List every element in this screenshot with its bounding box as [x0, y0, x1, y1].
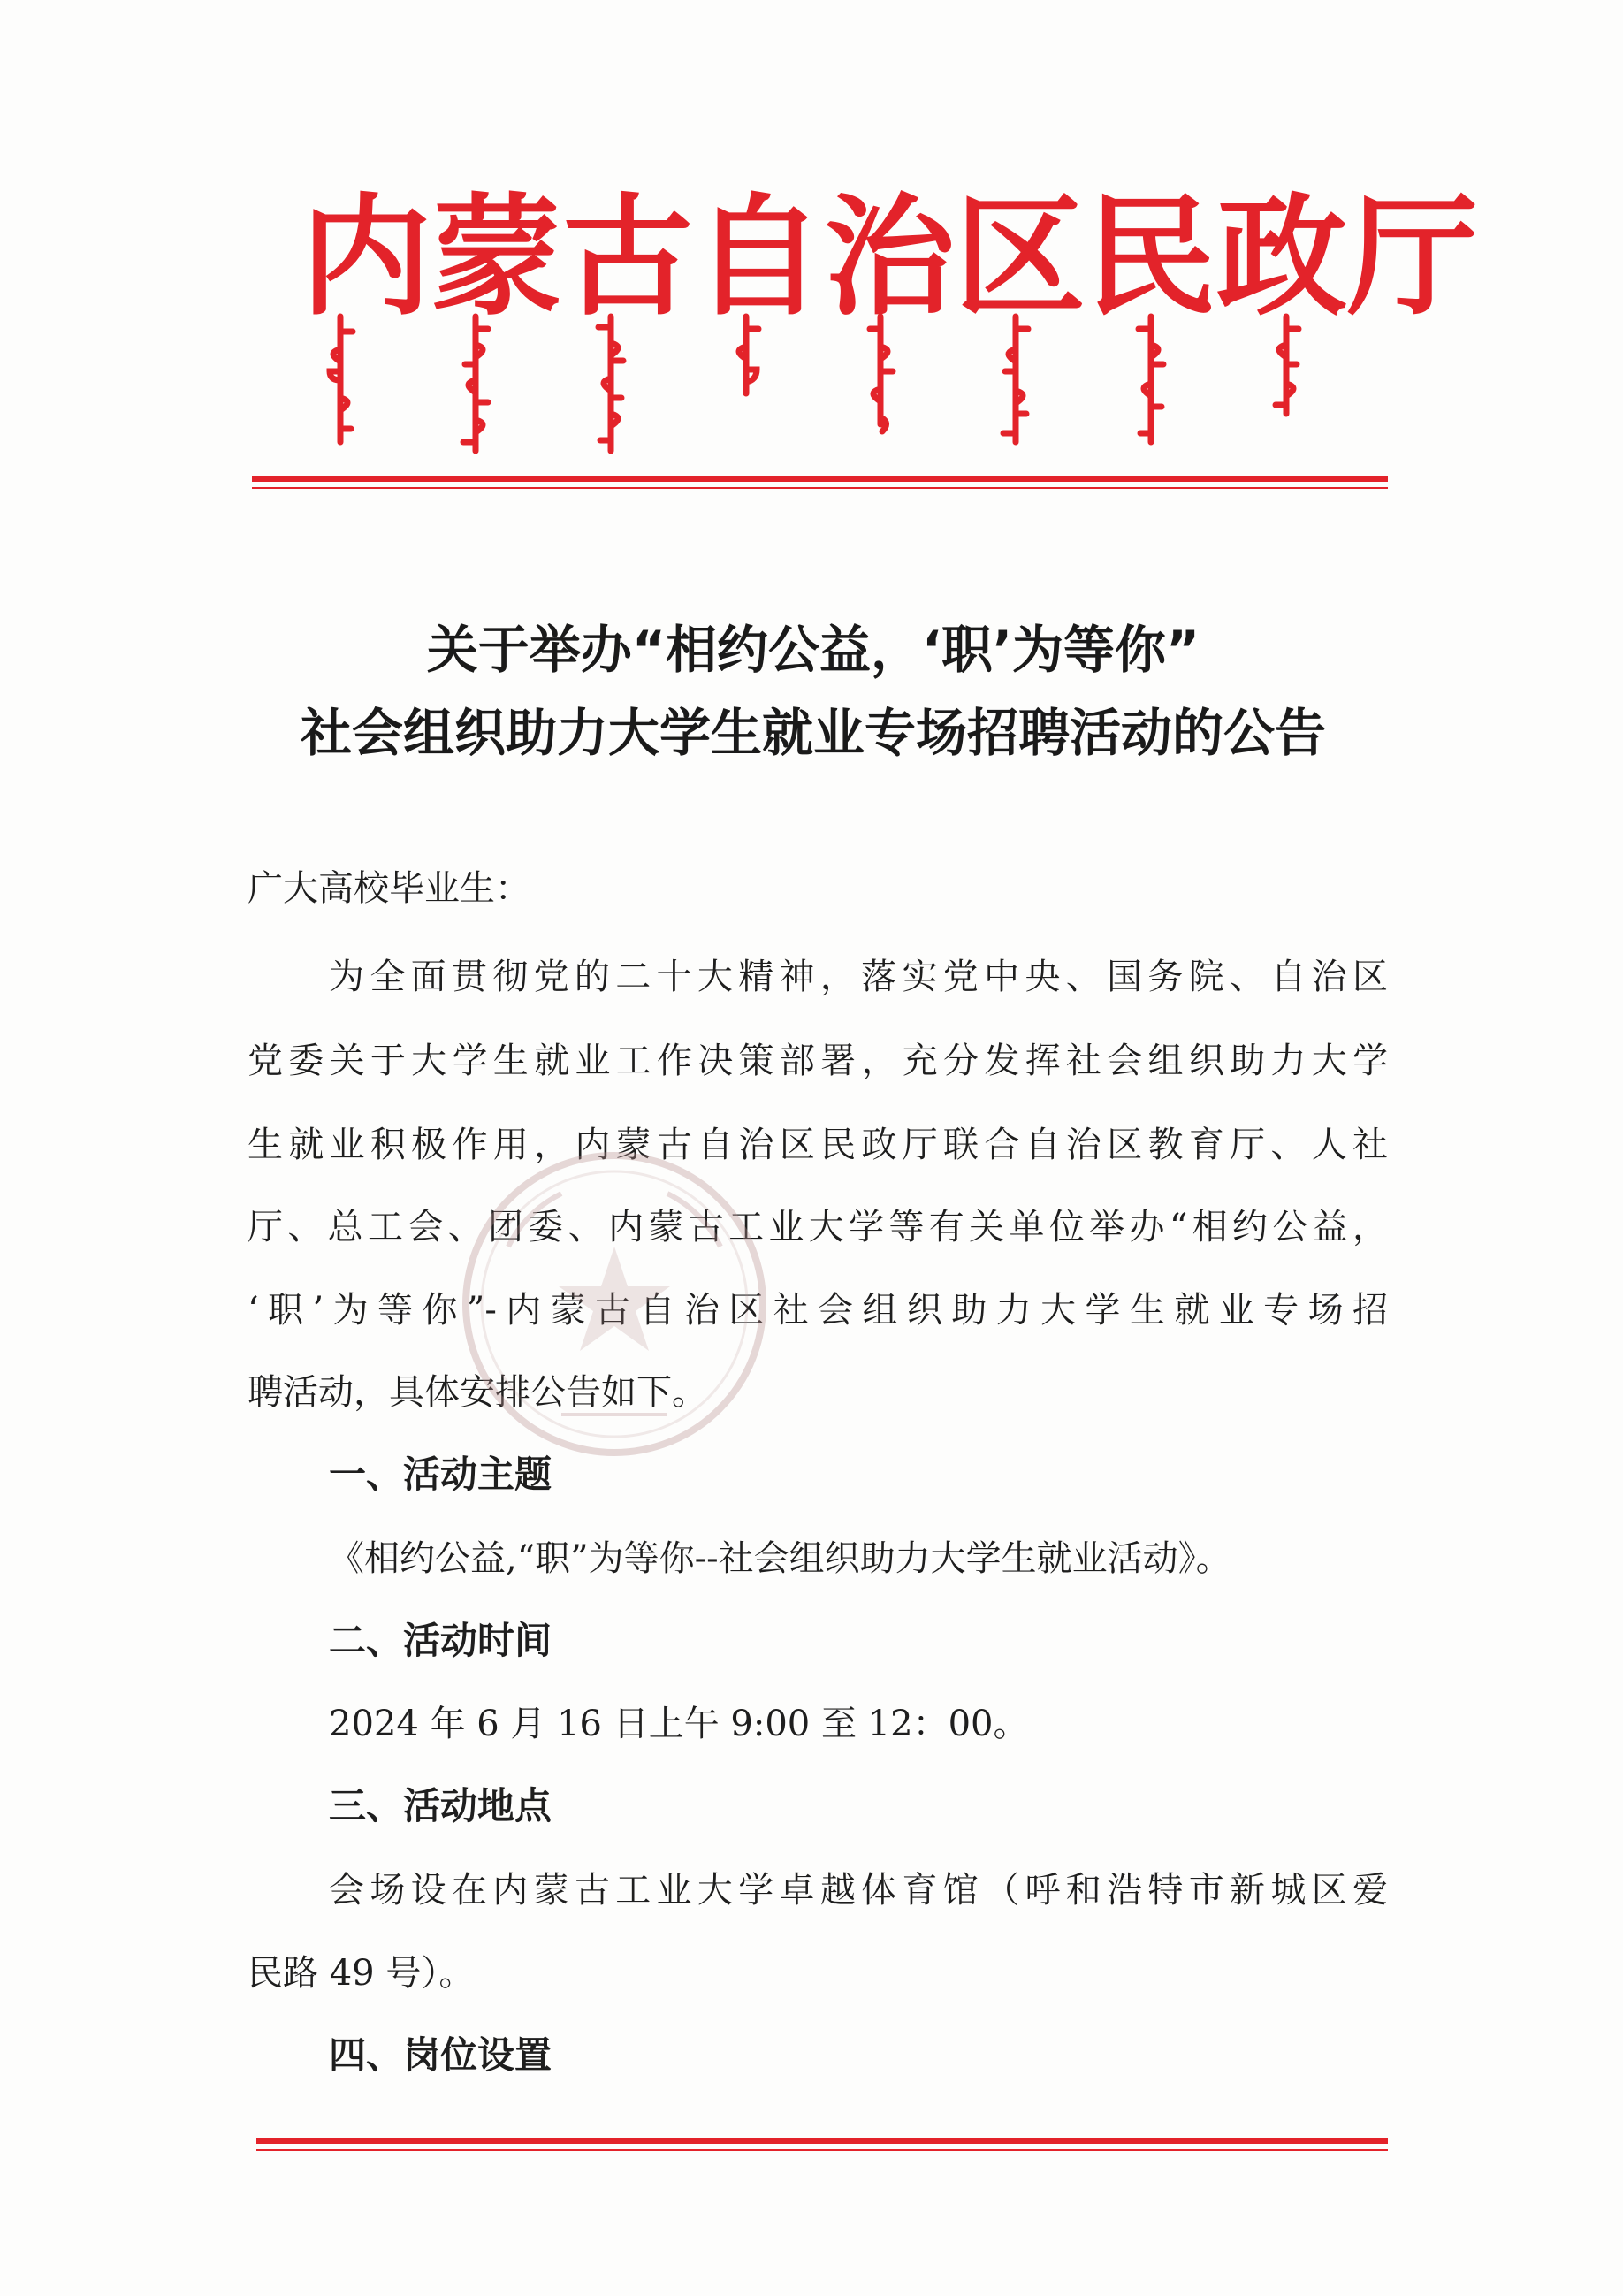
- salutation: 广大高校毕业生：: [248, 868, 530, 909]
- org-name-char: 厅: [1347, 179, 1478, 333]
- org-name-char: 古: [562, 179, 693, 333]
- intro-line: 厅、总工会、团委、内蒙古工业大学等有关单位举办“相约公益，: [248, 1207, 1388, 1247]
- section-content-location: 会场设在内蒙古工业大学卓越体育馆（呼和浩特市新城区爱: [329, 1870, 1388, 1911]
- section-heading-theme: 一、活动主题: [329, 1453, 552, 1496]
- section-content-location: 民路 49 号）。: [248, 1953, 475, 1994]
- intro-line: 为全面贯彻党的二十大精神，落实党中央、国务院、自治区: [329, 957, 1388, 997]
- mongolian-word-icon: [453, 309, 498, 460]
- org-name-char: 区: [955, 179, 1086, 333]
- org-name-char: 内: [301, 179, 431, 333]
- mongolian-word-icon: [1129, 309, 1173, 460]
- document-title-line-1: 关于举办“相约公益，‘职’为等你”: [426, 620, 1200, 680]
- intro-line: 党委关于大学生就业工作决策部署，充分发挥社会组织助力大学: [248, 1041, 1388, 1081]
- section-heading-location: 三、活动地点: [329, 1784, 552, 1827]
- header-divider-thin: [252, 487, 1388, 489]
- org-name-char: 民: [1086, 179, 1216, 333]
- org-name-char: 治: [824, 179, 955, 333]
- document-title-line-2: 社会组织助力大学生就业专场招聘活动的公告: [300, 703, 1326, 763]
- footer-divider-thin: [256, 2149, 1388, 2151]
- section-heading-time: 二、活动时间: [329, 1619, 552, 1662]
- org-name-char: 自: [693, 179, 824, 333]
- footer-divider-thick: [256, 2138, 1388, 2144]
- mongolian-word-icon: [994, 309, 1038, 460]
- mongolian-word-icon: [858, 309, 903, 460]
- org-name-char: 蒙: [431, 179, 562, 333]
- intro-line: 聘活动，具体安排公告如下。: [248, 1372, 707, 1413]
- mongolian-word-icon: [318, 309, 362, 460]
- mongolian-word-icon: [724, 309, 768, 460]
- mongolian-word-icon: [589, 309, 633, 460]
- org-name-char: 政: [1216, 179, 1347, 333]
- letterhead-mongolian-script: [318, 309, 1308, 460]
- mongolian-word-icon: [1264, 309, 1308, 460]
- intro-line: 生就业积极作用，内蒙古自治区民政厅联合自治区教育厅、人社: [248, 1125, 1388, 1165]
- section-content-theme: 《相约公益,“职”为等你--社会组织助力大学生就业活动》。: [329, 1538, 1231, 1579]
- section-heading-positions: 四、岗位设置: [329, 2033, 552, 2077]
- section-content-time: 2024 年 6 月 16 日上午 9:00 至 12：00。: [329, 1704, 1029, 1744]
- intro-line: ‘职’为等你”-内蒙古自治区社会组织助力大学生就业专场招: [248, 1290, 1388, 1331]
- header-divider-thick: [252, 476, 1388, 482]
